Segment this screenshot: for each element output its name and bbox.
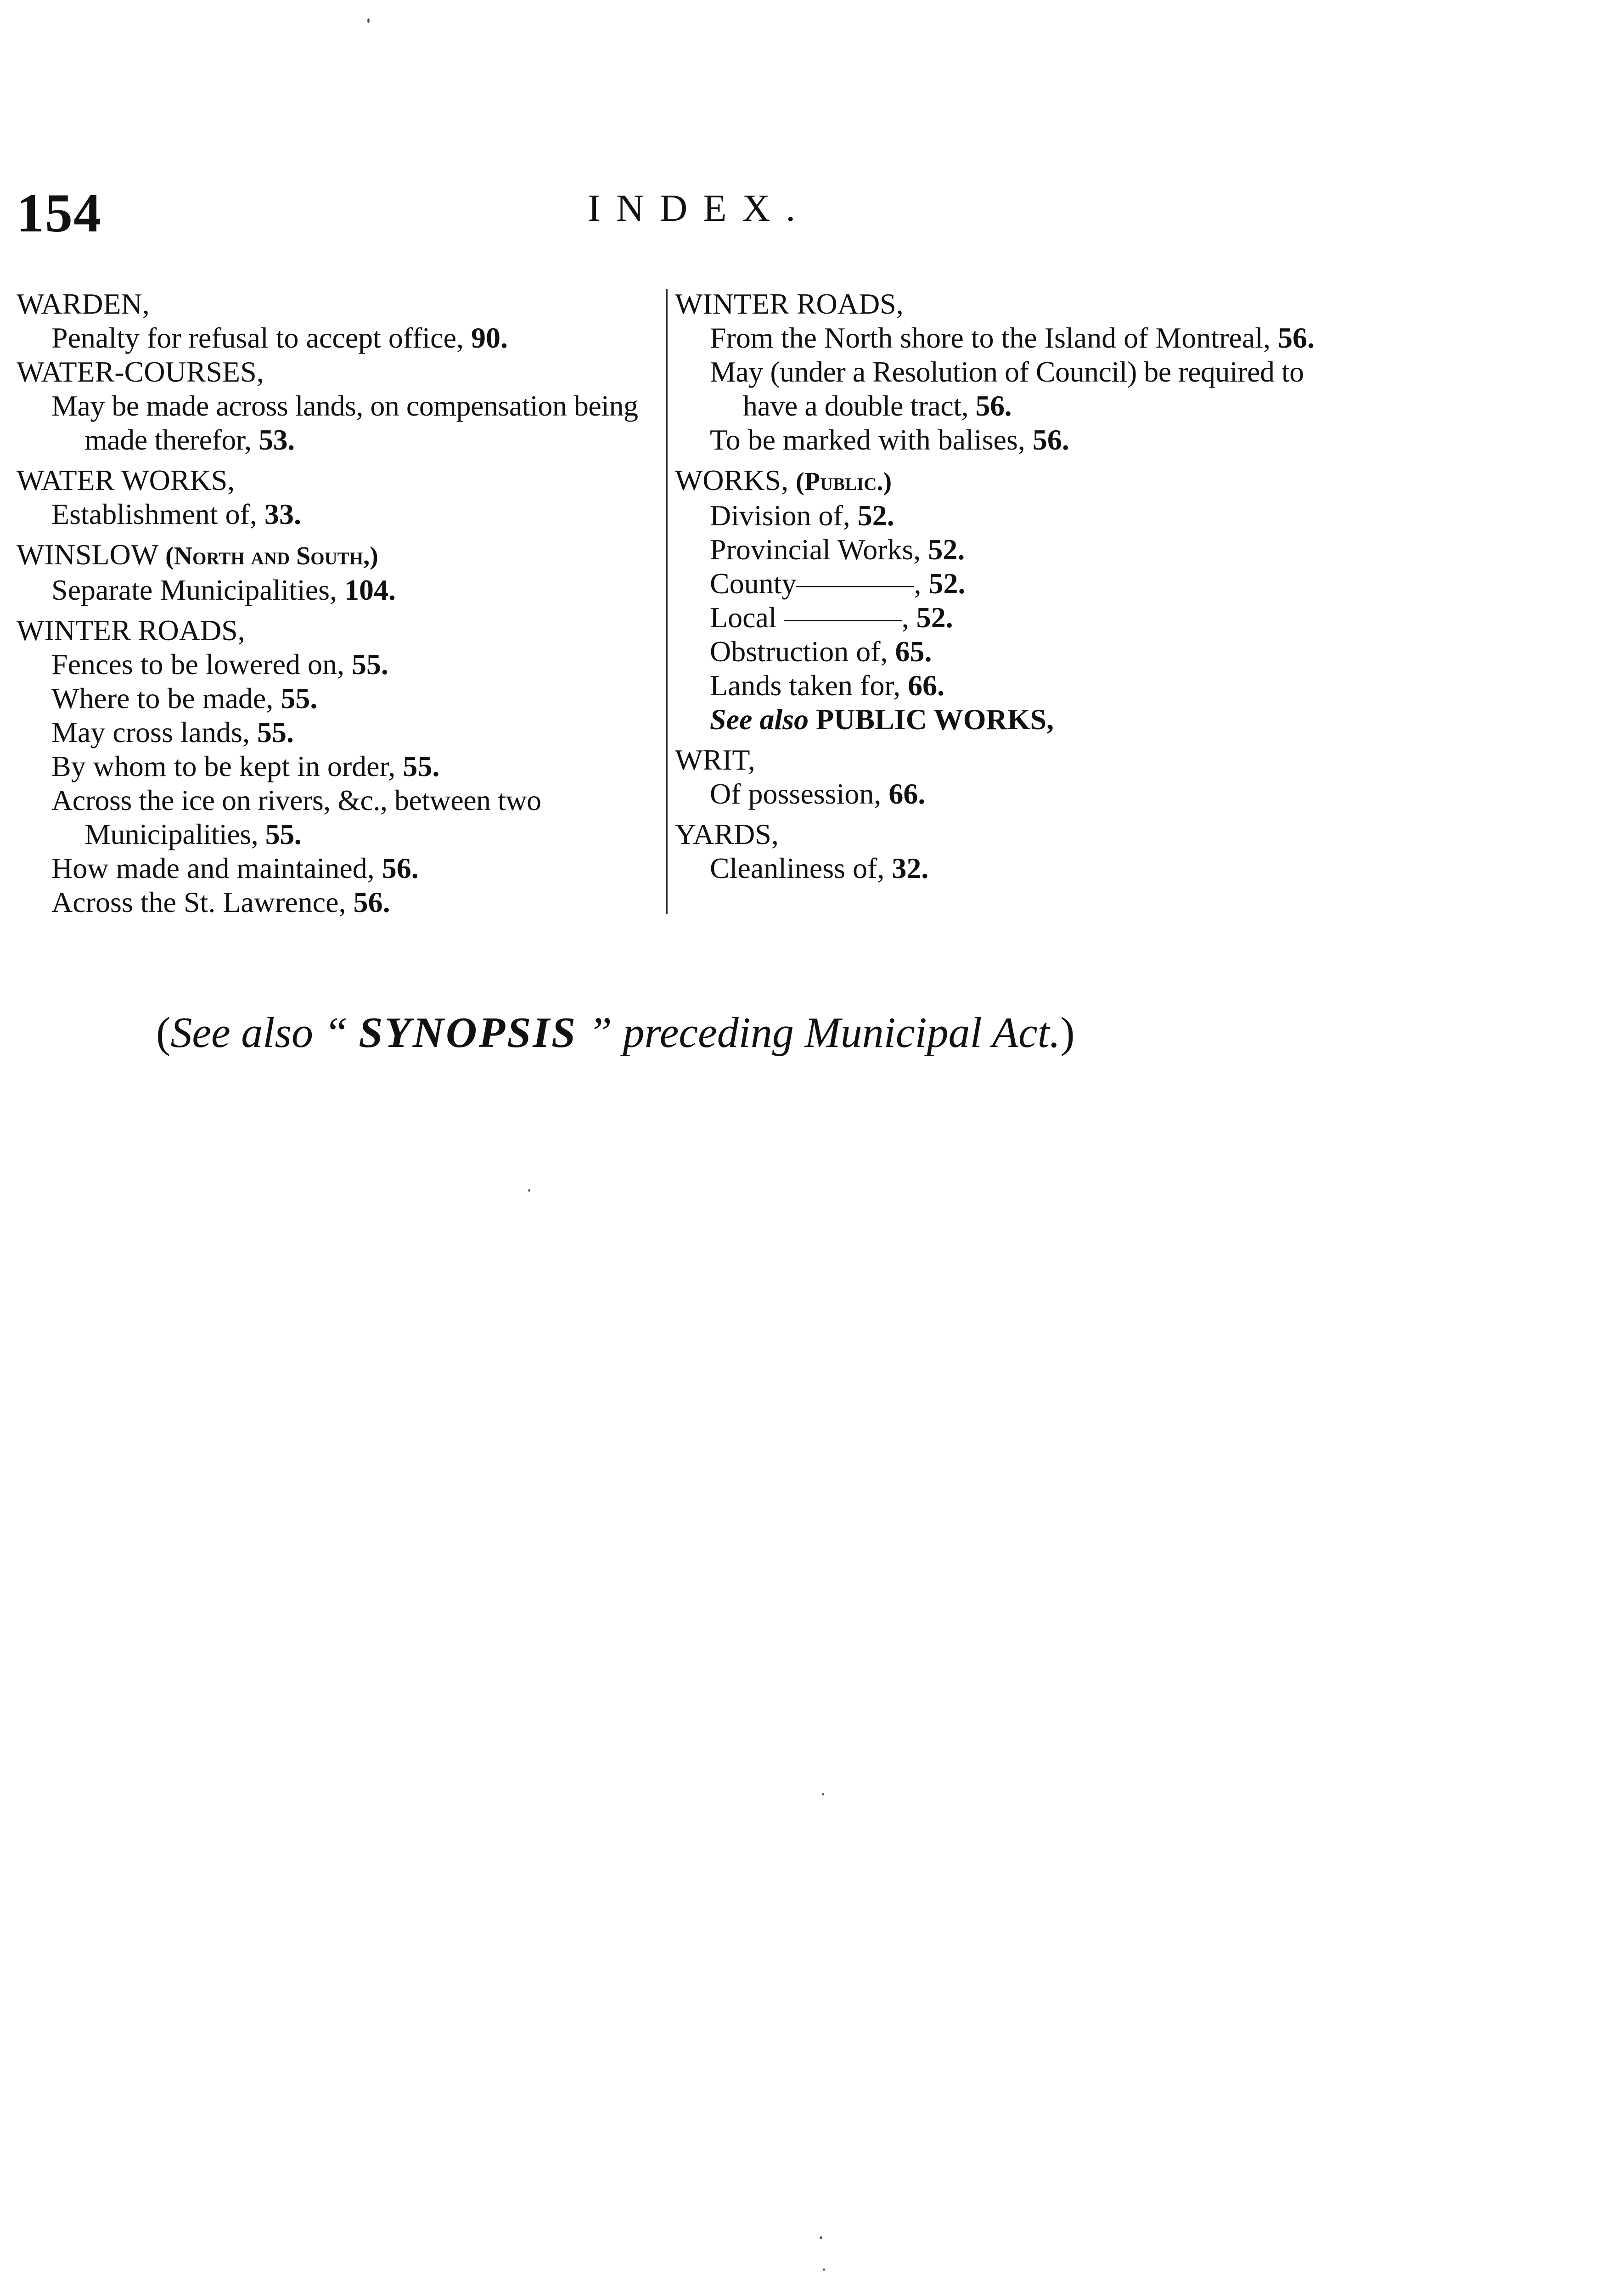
scan-speck: [822, 1793, 824, 1795]
entry-item: From the North shore to the Island of Montreal, 56.: [710, 321, 1315, 354]
entry-item: May (under a Resolution of Council) be required to have a double tract, 56.: [710, 355, 1304, 422]
footer-close-paren: ): [1060, 1009, 1075, 1057]
entry-heading: WARDEN,: [17, 287, 150, 320]
entry-item: May cross lands, 55.: [51, 716, 294, 748]
index-entry-winter-roads-right: [675, 287, 1336, 457]
scan-speck: [820, 2236, 822, 2239]
entry-item: County————, 52.: [710, 567, 966, 600]
entry-item: Penalty for refusal to accept office, 90.: [51, 321, 508, 354]
entry-item: Cleanliness of, 32.: [710, 852, 929, 884]
page-title: INDEX.: [588, 187, 811, 230]
entry-heading: WINTER ROADS,: [675, 287, 904, 320]
entry-item: Local ————, 52.: [710, 601, 953, 634]
entry-heading: WORKS, (Public.): [675, 464, 892, 496]
entry-item: Division of, 52.: [710, 499, 894, 532]
column-divider: [666, 289, 668, 914]
page-number: 154: [17, 182, 102, 243]
entry-item: Obstruction of, 65.: [710, 635, 932, 668]
index-entry-writ: [675, 743, 1336, 811]
see-also-reference: See also PUBLIC WORKS,: [710, 703, 1054, 736]
index-entry-works: [675, 463, 1336, 737]
entry-item: Separate Municipalities, 104.: [51, 574, 396, 606]
index-entry-yards: [675, 817, 1336, 885]
entry-item: How made and maintained, 56.: [51, 852, 419, 884]
footer-see-also: See also “: [170, 1009, 359, 1057]
entry-heading: WRIT,: [675, 743, 755, 776]
entry-item: Of possession, 66.: [710, 777, 926, 810]
index-entry-winter-roads-left: [17, 613, 650, 919]
footer-rest: ” preceding Municipal Act.: [577, 1009, 1061, 1057]
index-entry-warden: [17, 287, 650, 355]
entry-heading: WINTER ROADS,: [17, 614, 245, 647]
scan-speck: [528, 1189, 530, 1192]
entry-item: Establishment of, 33.: [51, 498, 301, 530]
entry-item: Fences to be lowered on, 55.: [51, 648, 389, 681]
footer-synopsis: SYNOPSIS: [359, 1009, 578, 1057]
entry-item: May be made across lands, on compensation being made therefor, 53.: [51, 389, 638, 456]
entry-item: Provincial Works, 52.: [710, 533, 965, 566]
entry-item: Lands taken for, 66.: [710, 669, 945, 702]
entry-item: Across the ice on rivers, &c., between two Municipalities, 55.: [51, 784, 541, 850]
index-entry-water-courses: [17, 355, 650, 457]
index-entry-water-works: [17, 463, 650, 531]
entry-heading: WATER WORKS,: [17, 464, 235, 496]
entry-item: By whom to be kept in order, 55.: [51, 750, 440, 782]
entry-heading: WATER-COURSES,: [17, 355, 264, 388]
scan-speck: [367, 18, 370, 23]
index-right-column: [675, 287, 1336, 885]
footer-note: [156, 1008, 1075, 1058]
index-entry-winslow: [17, 538, 650, 607]
entry-item: To be marked with balises, 56.: [710, 423, 1069, 456]
entry-heading: WINSLOW (North and South,): [17, 538, 378, 571]
entry-heading: YARDS,: [675, 818, 779, 850]
index-left-column: [17, 287, 650, 919]
scan-speck: [823, 2268, 825, 2271]
entry-item: Across the St. Lawrence, 56.: [51, 886, 390, 918]
footer-open-paren: (: [156, 1009, 171, 1057]
entry-item: Where to be made, 55.: [51, 682, 318, 715]
